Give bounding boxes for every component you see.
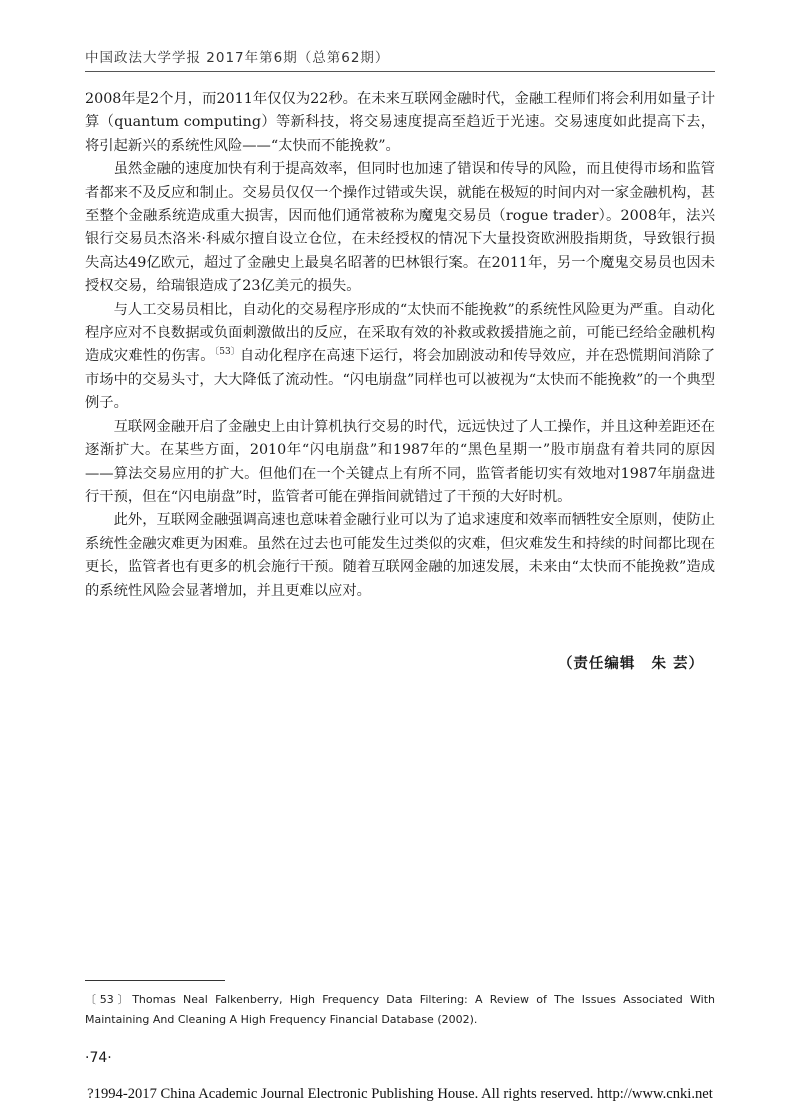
paragraph-3-text-before: 与人工交易员相比，自动化的交易程序形成的“太快而不能挽救”的系统性风险更为严重。自动化程序应对不良数据或负面刺激做出的反应，在采取有效的补救或救援措施之前，可能已经给金融机构造成灾难性的伤害。	[85, 301, 715, 365]
paragraph-5: 此外，互联网金融强调高速也意味着金融行业可以为了追求速度和效率而牺牲安全原则，使防止系统性金融灾难更为困难。虽然在过去也可能发生过类似的灾难，但灾难发生和持续的时间都比现在更长，监管者也有更多的机会施行干预。随着互联网金融的加速发展，未来由“太快而不能挽救”造成的系统性风险会显著增加，并且更难以应对。	[85, 512, 715, 599]
header-divider	[85, 71, 715, 72]
article-body	[85, 88, 715, 603]
page-number: ·74·	[85, 1050, 112, 1066]
paragraph-3	[85, 299, 715, 416]
editor-name: 朱 芸）	[651, 656, 704, 672]
paragraph-2: 虽然金融的速度加快有利于提高效率，但同时也加速了错误和传导的风险，而且使得市场和监管者都来不及反应和制止。交易员仅仅一个操作过错或失误，就能在极短的时间内对一家金融机构，甚至整个金融系统造成重大损害，因而他们通常被称为魔鬼交易员（rogue trader）。2008年，法兴银行交易员杰洛米·科威尔擅自设立仓位，在未经授权的情况下大量投资欧洲股指期货，导致银行损失高达49亿欧元，超过了金融史上最臭名昭著的巴林银行案。在2011年，另一个魔鬼交易员也因未授权交易，给瑞银造成了23亿美元的损失。	[85, 161, 715, 295]
footnote-divider	[85, 980, 225, 981]
copyright-notice: ?1994-2017 China Academic Journal Electronic Publishing House. All rights reserved. http://www.cnki.net	[87, 1086, 713, 1102]
footnote-53: 〔53〕Thomas Neal Falkenberry, High Frequency Data Filtering: A Review of The Issues Associated With Maintaining And Cleaning A High Frequency Financial Database (2002).	[85, 993, 715, 1026]
responsible-editor	[558, 652, 704, 673]
editor-label: （责任编辑	[557, 656, 636, 672]
paragraph-1: 2008年是2个月，而2011年仅仅为22秒。在未来互联网金融时代，金融工程师们将会利用如量子计算（quantum computing）等新科技，将交易速度提高至趋近于光速。交易速度如此提高下去，将引起新兴的系统性风险——“太快而不能挽救”。	[85, 91, 715, 154]
footnote-reference[interactable]: 〔53〕	[214, 347, 240, 358]
running-header: 中国政法大学学报 2017年第6期（总第62期）	[85, 50, 390, 66]
paragraph-3-text-after: 自动化程序在高速下运行，将会加剧波动和传导效应，并在恐慌期间消除了市场中的交易头寸，大大降低了流动性。“闪电崩盘”同样也可以被视为“太快而不能挽救”的一个典型例子。	[85, 348, 715, 412]
paragraph-4: 互联网金融开启了金融史上由计算机执行交易的时代，远远快过了人工操作，并且这种差距还在逐渐扩大。在某些方面，2010年“闪电崩盘”和1987年的“黑色星期一”股市崩盘有着共同的原因——算法交易应用的扩大。但他们在一个关键点上有所不同，监管者能切实有效地对1987年崩盘进行干预，但在“闪电崩盘”时，监管者可能在弹指间就错过了干预的大好时机。	[85, 418, 715, 505]
